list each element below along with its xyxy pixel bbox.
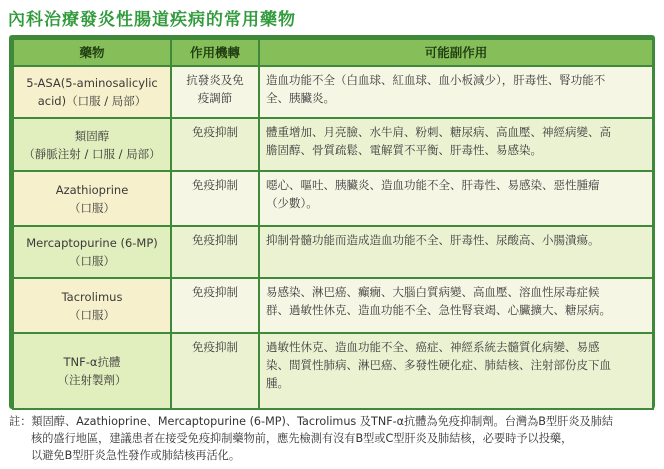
drug-cell: TNF-α抗體 （注射製劑） [13,333,171,409]
mechanism-cell: 免疫抑制 [171,171,259,226]
side-effects-cell: 體重增加、月亮臉、水牛肩、粉刺、糖尿病、高血壓、神經病變、高 膽固醇、骨質疏鬆、電解質不平衡、肝毒性、易感染。 [259,118,653,171]
drug-table-frame [9,35,655,409]
table-row [13,66,653,118]
header-side-effects: 可能副作用 [259,39,653,66]
mechanism-cell: 免疫抑制 [171,278,259,333]
mechanism-cell: 抗發炎及免 疫調節 [171,66,259,118]
table-row [13,171,653,226]
header-drug: 藥物 [13,39,171,66]
drug-cell: Azathioprine （口服） [13,171,171,226]
table-row [13,333,653,409]
table-row [13,226,653,278]
footnote [9,413,657,464]
mechanism-cell: 免疫抑制 [171,226,259,278]
drug-table [12,38,654,410]
drug-cell: 類固醇 （靜脈注射 / 口服 / 局部） [13,118,171,171]
footnote-line: 註：類固醇、Azathioprine、Mercaptopurine (6-MP)、Tacrolimus 及TNF-α抗體為免疫抑制劑。台灣為B型肝炎及肺結 [9,415,614,428]
side-effects-cell: 過敏性休克、造血功能不全、癌症、神經系統去髓質化病變、易感 染、間質性肺病、淋巴癌、多發性硬化症、肺結核、注射部份皮下血 腫。 [259,333,653,409]
side-effects-cell: 抑制骨髓功能而造成造血功能不全、肝毒性、尿酸高、小腸潰瘍。 [259,226,653,278]
side-effects-cell: 造血功能不全（白血球、紅血球、血小板減少），肝毒性、腎功能不 全、胰臟炎。 [259,66,653,118]
footnote-line: 核的盛行地區，建議患者在接受免疫抑制藥物前，應先檢測有沒有B型或C型肝炎及肺結核，必要時予以投藥， [31,432,573,445]
footnote-line: 以避免B型肝炎急性發作或肺結核再活化。 [31,449,241,462]
table-row [13,118,653,171]
side-effects-cell: 噁心、嘔吐、胰臟炎、造血功能不全、肝毒性、易感染、惡性腫瘤 （少數）。 [259,171,653,226]
drug-cell: Mercaptopurine (6-MP) （口服） [13,226,171,278]
mechanism-cell: 免疫抑制 [171,333,259,409]
header-mechanism: 作用機轉 [171,39,259,66]
mechanism-cell: 免疫抑制 [171,118,259,171]
table-header-row [13,39,653,66]
drug-cell: 5-ASA(5-aminosalicylic acid)（口服 / 局部） [13,66,171,118]
side-effects-cell: 易感染、淋巴癌、癲癇、大腦白質病變、高血壓、溶血性尿毒症候 群、過敏性休克、造血功能不全、急性腎衰竭、心臟擴大、糖尿病。 [259,278,653,333]
page-title: 內科治療發炎性腸道疾病的常用藥物 [8,10,296,30]
drug-cell: Tacrolimus （口服） [13,278,171,333]
table-row [13,278,653,333]
